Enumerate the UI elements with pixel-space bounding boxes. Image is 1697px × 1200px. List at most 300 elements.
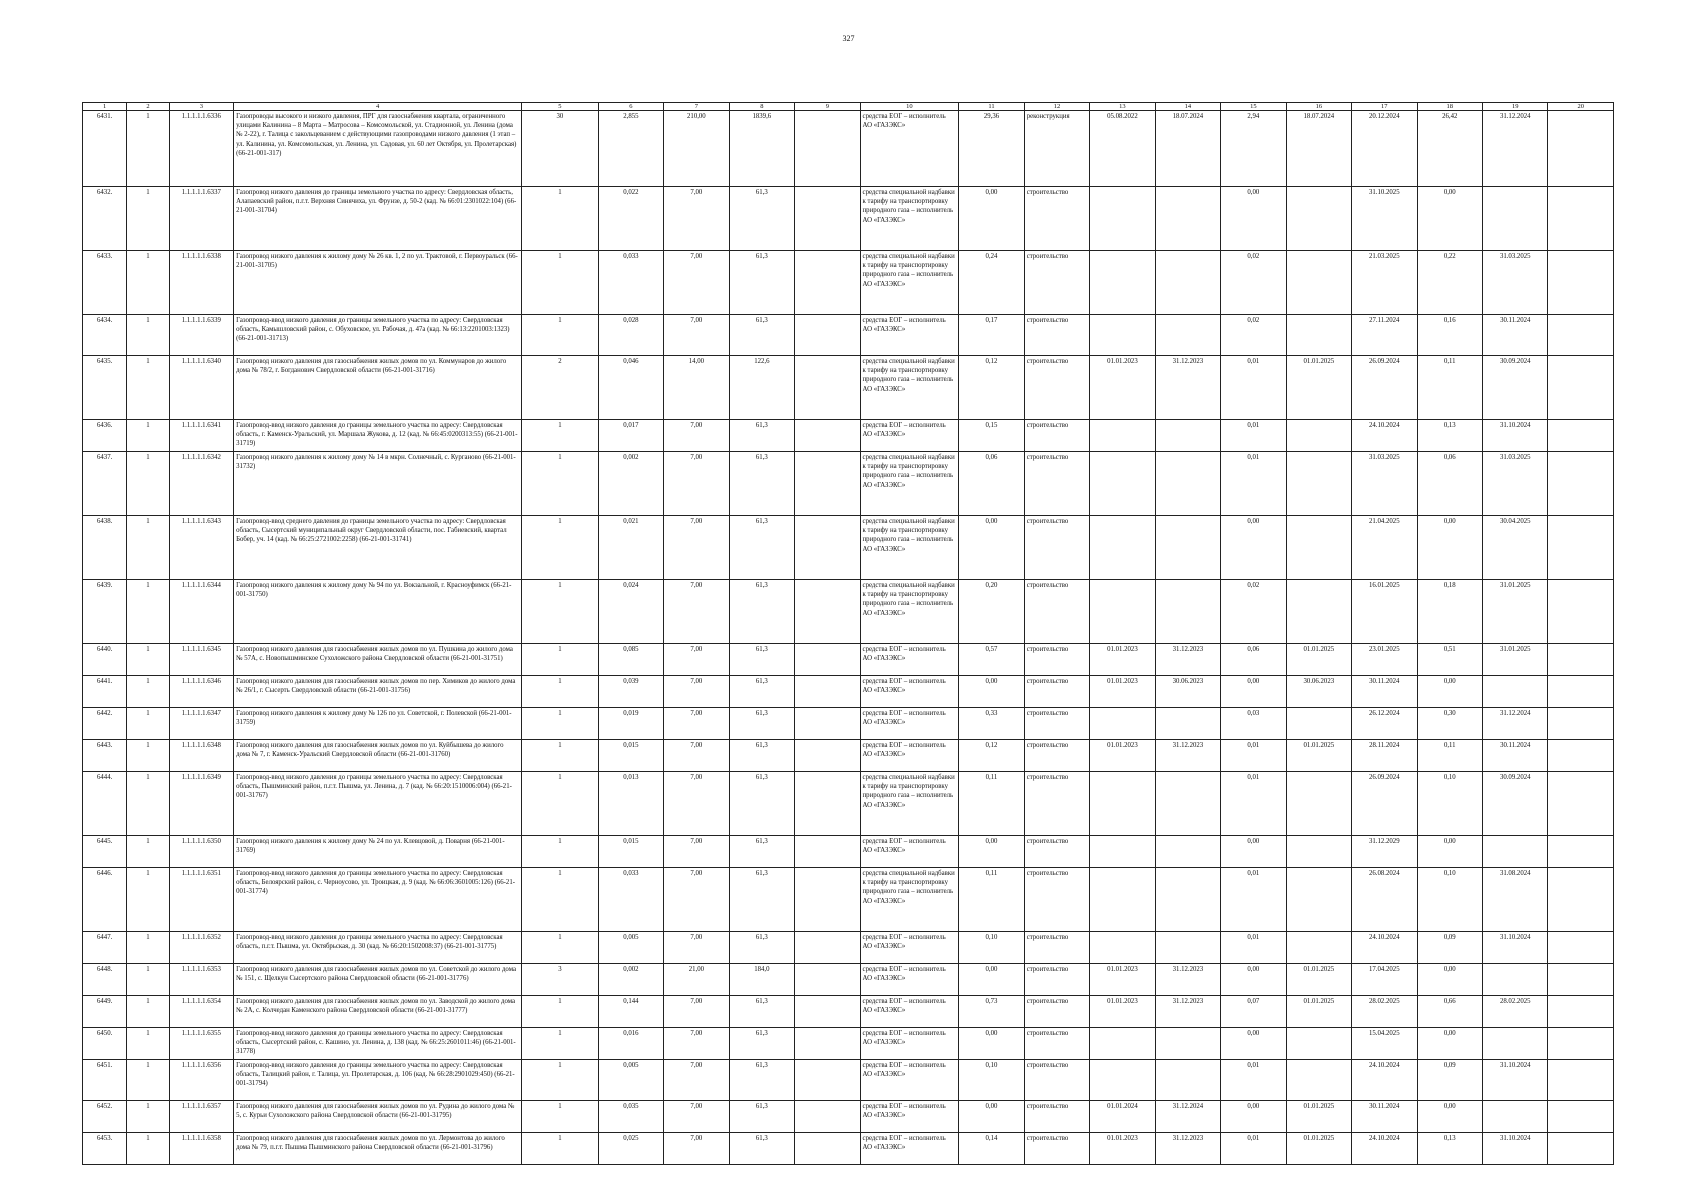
- project-name-cell: Газопровод низкого давления для газоснабжения жилых домов по ул. Лермонтова до жилого дома № 79, п.г.т. Пышма Пышминского района Свердловской области (66-21-001-31796): [234, 1133, 522, 1165]
- col-8-cell: 1839,6: [729, 111, 794, 187]
- project-name-cell: Газопровод низкого давления для газоснабжения жилых домов по ул. Советской до жилого дома № 151, с. Щелкун Сысертского района Свердловской области (66-21-001-31776): [234, 964, 522, 996]
- col-15-cell: 0,00: [1221, 676, 1286, 708]
- col-15-cell: 0,02: [1221, 580, 1286, 644]
- project-name-cell: Газопровод-ввод низкого давления до границы земельного участка по адресу: Свердловская область, Талицкий район, г. Талица, ул. Пролетарская, д. 106 (кад. № 66:28:2901029:450) (66-21-001-31794): [234, 1060, 522, 1101]
- col-16-cell: [1286, 516, 1351, 580]
- col-5-cell: 1: [522, 420, 599, 452]
- column-header-6: 6: [598, 103, 663, 111]
- col-15-cell: 0,02: [1221, 251, 1286, 315]
- col-8-cell: 61,3: [729, 932, 794, 964]
- row-number-cell: 6432.: [83, 187, 127, 251]
- column-header-5: 5: [522, 103, 599, 111]
- col-18-cell: 0,00: [1417, 676, 1482, 708]
- col-16-cell: [1286, 932, 1351, 964]
- col-5-cell: 1: [522, 516, 599, 580]
- col-15-cell: 0,01: [1221, 1133, 1286, 1165]
- col-14-cell: [1155, 932, 1220, 964]
- col-8-cell: 61,3: [729, 1101, 794, 1133]
- project-code-cell: 1.1.1.1.1.6336: [169, 111, 233, 187]
- col-17-cell: 20.12.2024: [1352, 111, 1417, 187]
- col-8-cell: 184,0: [729, 964, 794, 996]
- col-9-cell: [795, 452, 860, 516]
- col-9-cell: [795, 187, 860, 251]
- col-19-cell: [1483, 836, 1548, 868]
- col-19-cell: 31.03.2025: [1483, 452, 1548, 516]
- col-20-cell: [1548, 1101, 1614, 1133]
- project-name-cell: Газопровод низкого давления для газоснабжения жилых домов по ул. Заводской до жилого дома № 2А, с. Колчедан Каменского района Свердловской области (66-21-001-31777): [234, 996, 522, 1028]
- col-15-cell: 0,02: [1221, 315, 1286, 356]
- col-11-cell: 0,11: [959, 772, 1024, 836]
- col-8-cell: 61,3: [729, 1060, 794, 1101]
- column-header-19: 19: [1483, 103, 1548, 111]
- column-header-3: 3: [169, 103, 233, 111]
- column-header-12: 12: [1024, 103, 1089, 111]
- col-9-cell: [795, 708, 860, 740]
- col-18-cell: 0,00: [1417, 836, 1482, 868]
- work-type-cell: строительство: [1024, 187, 1089, 251]
- col-16-cell: 01.01.2025: [1286, 996, 1351, 1028]
- col-2-cell: 1: [127, 1101, 169, 1133]
- row-number-cell: 6450.: [83, 1028, 127, 1060]
- col-6-cell: 0,144: [598, 996, 663, 1028]
- col-11-cell: 0,10: [959, 1060, 1024, 1101]
- col-2-cell: 1: [127, 420, 169, 452]
- col-18-cell: 0,16: [1417, 315, 1482, 356]
- col-9-cell: [795, 868, 860, 932]
- row-number-cell: 6436.: [83, 420, 127, 452]
- col-11-cell: 0,12: [959, 740, 1024, 772]
- col-5-cell: 1: [522, 676, 599, 708]
- col-9-cell: [795, 251, 860, 315]
- work-type-cell: строительство: [1024, 964, 1089, 996]
- col-17-cell: 27.11.2024: [1352, 315, 1417, 356]
- col-18-cell: 26,42: [1417, 111, 1482, 187]
- col-6-cell: 0,035: [598, 1101, 663, 1133]
- project-code-cell: 1.1.1.1.1.6346: [169, 676, 233, 708]
- row-number-cell: 6437.: [83, 452, 127, 516]
- col-11-cell: 0,57: [959, 644, 1024, 676]
- col-9-cell: [795, 1133, 860, 1165]
- col-15-cell: 0,01: [1221, 740, 1286, 772]
- page-number: 327: [842, 34, 855, 43]
- table-row: [83, 1060, 1614, 1101]
- col-15-cell: 0,01: [1221, 1060, 1286, 1101]
- column-header-10: 10: [860, 103, 959, 111]
- col-16-cell: [1286, 836, 1351, 868]
- project-name-cell: Газопровод низкого давления для газоснабжения жилых домов по пер. Химиков до жилого дома № 26/1, г. Сысерть Свердловской области (66-21-001-31756): [234, 676, 522, 708]
- project-code-cell: 1.1.1.1.1.6345: [169, 644, 233, 676]
- project-name-cell: Газопровод-ввод низкого давления до границы земельного участка по адресу: Свердловская область, Камышловский район, с. Обуховское, ул. Рабочая, д. 47а (кад. № 66:13:2201003:1323) (66-21-001-31713): [234, 315, 522, 356]
- project-name-cell: Газопровод низкого давления для газоснабжения жилых домов по ул. Рудина до жилого дома № 5, с. Курьи Сухоложского района Свердловской области (66-21-001-31795): [234, 1101, 522, 1133]
- col-9-cell: [795, 836, 860, 868]
- col-16-cell: [1286, 708, 1351, 740]
- col-14-cell: [1155, 420, 1220, 452]
- col-8-cell: 61,3: [729, 644, 794, 676]
- col-13-cell: 01.01.2023: [1090, 1133, 1155, 1165]
- col-2-cell: 1: [127, 1028, 169, 1060]
- col-7-cell: 21,00: [664, 964, 729, 996]
- col-19-cell: 30.09.2024: [1483, 772, 1548, 836]
- row-number-cell: 6442.: [83, 708, 127, 740]
- col-7-cell: 7,00: [664, 996, 729, 1028]
- table-row: [83, 580, 1614, 644]
- funding-source-cell: средства ЕОГ – исполнитель АО «ГАЗЭКС»: [860, 111, 959, 187]
- col-8-cell: 61,3: [729, 772, 794, 836]
- col-14-cell: 31.12.2023: [1155, 964, 1220, 996]
- table-row: [83, 932, 1614, 964]
- table-row: [83, 644, 1614, 676]
- table-row: [83, 836, 1614, 868]
- project-code-cell: 1.1.1.1.1.6351: [169, 868, 233, 932]
- col-14-cell: [1155, 580, 1220, 644]
- col-18-cell: 0,00: [1417, 1028, 1482, 1060]
- funding-source-cell: средства специальной надбавки к тарифу на транспортировку природного газа – исполнитель АО «ГАЗЭКС»: [860, 516, 959, 580]
- col-17-cell: 24.10.2024: [1352, 932, 1417, 964]
- col-5-cell: 1: [522, 251, 599, 315]
- row-number-cell: 6448.: [83, 964, 127, 996]
- col-5-cell: 1: [522, 1133, 599, 1165]
- project-code-cell: 1.1.1.1.1.6340: [169, 356, 233, 420]
- col-14-cell: 30.06.2023: [1155, 676, 1220, 708]
- column-header-4: 4: [234, 103, 522, 111]
- col-8-cell: 122,6: [729, 356, 794, 420]
- col-20-cell: [1548, 932, 1614, 964]
- col-6-cell: 0,028: [598, 315, 663, 356]
- funding-source-cell: средства ЕОГ – исполнитель АО «ГАЗЭКС»: [860, 1133, 959, 1165]
- col-13-cell: 01.01.2023: [1090, 996, 1155, 1028]
- col-11-cell: 0,33: [959, 708, 1024, 740]
- table-body: [83, 111, 1614, 1165]
- col-5-cell: 30: [522, 111, 599, 187]
- col-14-cell: [1155, 251, 1220, 315]
- col-19-cell: [1483, 187, 1548, 251]
- col-16-cell: [1286, 187, 1351, 251]
- col-5-cell: 1: [522, 315, 599, 356]
- col-5-cell: 1: [522, 644, 599, 676]
- table-row: [83, 868, 1614, 932]
- col-16-cell: 01.01.2025: [1286, 356, 1351, 420]
- col-2-cell: 1: [127, 708, 169, 740]
- col-9-cell: [795, 996, 860, 1028]
- col-2-cell: 1: [127, 740, 169, 772]
- project-name-cell: Газопровод низкого давления для газоснабжения жилых домов по ул. Пушкина до жилого дома № 57А, с. Новопышминское Сухоложского района Свердловской области (66-21-001-31751): [234, 644, 522, 676]
- funding-source-cell: средства ЕОГ – исполнитель АО «ГАЗЭКС»: [860, 740, 959, 772]
- work-type-cell: строительство: [1024, 996, 1089, 1028]
- col-11-cell: 0,20: [959, 580, 1024, 644]
- col-8-cell: 61,3: [729, 516, 794, 580]
- table-row: [83, 187, 1614, 251]
- funding-source-cell: средства ЕОГ – исполнитель АО «ГАЗЭКС»: [860, 420, 959, 452]
- col-6-cell: 0,019: [598, 708, 663, 740]
- col-11-cell: 0,00: [959, 1028, 1024, 1060]
- col-11-cell: 0,06: [959, 452, 1024, 516]
- project-name-cell: Газопровод-ввод низкого давления до границы земельного участка по адресу: Свердловская область, г. Каменск-Уральский, ул. Маршала Жукова, д. 12 (кад. № 66:45:0200313:55) (66-21-001-31719): [234, 420, 522, 452]
- funding-source-cell: средства специальной надбавки к тарифу на транспортировку природного газа – исполнитель АО «ГАЗЭКС»: [860, 356, 959, 420]
- table-row: [83, 251, 1614, 315]
- row-number-cell: 6446.: [83, 868, 127, 932]
- col-16-cell: [1286, 772, 1351, 836]
- col-20-cell: [1548, 1028, 1614, 1060]
- col-20-cell: [1548, 420, 1614, 452]
- project-name-cell: Газопровод низкого давления до границы земельного участка по адресу: Свердловская область, Алапаевский район, п.г.т. Верхняя Синячиха, ул. Фрунзе, д. 50-2 (кад. № 66:01:2301022:104) (66-21-001-31704): [234, 187, 522, 251]
- col-7-cell: 7,00: [664, 580, 729, 644]
- col-20-cell: [1548, 580, 1614, 644]
- work-type-cell: строительство: [1024, 772, 1089, 836]
- col-8-cell: 61,3: [729, 708, 794, 740]
- table-row: [83, 516, 1614, 580]
- row-number-cell: 6443.: [83, 740, 127, 772]
- col-7-cell: 7,00: [664, 1133, 729, 1165]
- col-2-cell: 1: [127, 251, 169, 315]
- col-17-cell: 26.09.2024: [1352, 356, 1417, 420]
- col-14-cell: [1155, 516, 1220, 580]
- col-17-cell: 24.10.2024: [1352, 420, 1417, 452]
- col-15-cell: 0,00: [1221, 964, 1286, 996]
- col-20-cell: [1548, 251, 1614, 315]
- col-18-cell: 0,00: [1417, 1101, 1482, 1133]
- project-code-cell: 1.1.1.1.1.6339: [169, 315, 233, 356]
- col-11-cell: 29,36: [959, 111, 1024, 187]
- col-9-cell: [795, 676, 860, 708]
- col-19-cell: 31.12.2024: [1483, 708, 1548, 740]
- project-code-cell: 1.1.1.1.1.6342: [169, 452, 233, 516]
- col-16-cell: 01.01.2025: [1286, 740, 1351, 772]
- table-row: [83, 996, 1614, 1028]
- col-17-cell: 17.04.2025: [1352, 964, 1417, 996]
- work-type-cell: строительство: [1024, 452, 1089, 516]
- col-13-cell: [1090, 772, 1155, 836]
- col-13-cell: [1090, 1060, 1155, 1101]
- col-16-cell: 18.07.2024: [1286, 111, 1351, 187]
- col-18-cell: 0,11: [1417, 740, 1482, 772]
- row-number-cell: 6438.: [83, 516, 127, 580]
- col-20-cell: [1548, 1060, 1614, 1101]
- row-number-cell: 6440.: [83, 644, 127, 676]
- col-6-cell: 0,013: [598, 772, 663, 836]
- col-13-cell: [1090, 452, 1155, 516]
- project-name-cell: Газопровод-ввод среднего давления до границы земельного участка по адресу: Свердловская область, Сысертский муниципальный округ Свердловской области, пос. Габиевский, квартал Бобер, уч. 14 (кад. № 66:25:2721002:2258) (66-21-001-31741): [234, 516, 522, 580]
- col-16-cell: 30.06.2023: [1286, 676, 1351, 708]
- table-row: [83, 315, 1614, 356]
- col-15-cell: 0,01: [1221, 356, 1286, 420]
- row-number-cell: 6445.: [83, 836, 127, 868]
- col-17-cell: 28.02.2025: [1352, 996, 1417, 1028]
- col-19-cell: 31.03.2025: [1483, 251, 1548, 315]
- col-19-cell: 31.10.2024: [1483, 1133, 1548, 1165]
- col-5-cell: 1: [522, 1060, 599, 1101]
- col-16-cell: 01.01.2025: [1286, 964, 1351, 996]
- col-11-cell: 0,24: [959, 251, 1024, 315]
- col-7-cell: 7,00: [664, 772, 729, 836]
- col-18-cell: 0,10: [1417, 868, 1482, 932]
- col-15-cell: 0,01: [1221, 420, 1286, 452]
- col-20-cell: [1548, 708, 1614, 740]
- col-19-cell: [1483, 1028, 1548, 1060]
- project-name-cell: Газопровод-ввод низкого давления до границы земельного участка по адресу: Свердловская область, Пышминский район, п.г.т. Пышма, ул. Ленина, д. 7 (кад. № 66:20:1510006:004) (66-21-001-31767): [234, 772, 522, 836]
- col-13-cell: [1090, 708, 1155, 740]
- col-8-cell: 61,3: [729, 1133, 794, 1165]
- table-row: [83, 111, 1614, 187]
- project-code-cell: 1.1.1.1.1.6348: [169, 740, 233, 772]
- col-15-cell: 0,01: [1221, 452, 1286, 516]
- col-7-cell: 7,00: [664, 708, 729, 740]
- funding-source-cell: средства ЕОГ – исполнитель АО «ГАЗЭКС»: [860, 1028, 959, 1060]
- col-7-cell: 7,00: [664, 676, 729, 708]
- col-13-cell: 05.08.2022: [1090, 111, 1155, 187]
- col-18-cell: 0,09: [1417, 1060, 1482, 1101]
- col-14-cell: 31.12.2023: [1155, 1133, 1220, 1165]
- col-14-cell: 31.12.2023: [1155, 644, 1220, 676]
- work-type-cell: строительство: [1024, 932, 1089, 964]
- col-19-cell: 30.11.2024: [1483, 740, 1548, 772]
- col-15-cell: 0,00: [1221, 187, 1286, 251]
- col-19-cell: 31.01.2025: [1483, 644, 1548, 676]
- project-name-cell: Газопровод-ввод низкого давления до границы земельного участка по адресу: Свердловская область, п.г.т. Пышма, ул. Октябрьская, д. 30 (кад. № 66:20:1502008:37) (66-21-001-31775): [234, 932, 522, 964]
- col-20-cell: [1548, 676, 1614, 708]
- col-6-cell: 0,024: [598, 580, 663, 644]
- col-8-cell: 61,3: [729, 740, 794, 772]
- col-18-cell: 0,09: [1417, 932, 1482, 964]
- col-18-cell: 0,18: [1417, 580, 1482, 644]
- table-row: [83, 1133, 1614, 1165]
- col-17-cell: 16.01.2025: [1352, 580, 1417, 644]
- col-6-cell: 0,033: [598, 251, 663, 315]
- column-header-11: 11: [959, 103, 1024, 111]
- column-header-20: 20: [1548, 103, 1614, 111]
- col-9-cell: [795, 315, 860, 356]
- work-type-cell: строительство: [1024, 1133, 1089, 1165]
- column-number-row: [83, 103, 1614, 111]
- col-5-cell: 1: [522, 1028, 599, 1060]
- project-code-cell: 1.1.1.1.1.6356: [169, 1060, 233, 1101]
- col-5-cell: 1: [522, 772, 599, 836]
- project-name-cell: Газопровод низкого давления к жилому дому № 26 кв. 1, 2 по ул. Трактовой, г. Первоуральск (66-21-001-31705): [234, 251, 522, 315]
- col-19-cell: 30.04.2025: [1483, 516, 1548, 580]
- row-number-cell: 6451.: [83, 1060, 127, 1101]
- col-17-cell: 31.03.2025: [1352, 452, 1417, 516]
- funding-source-cell: средства ЕОГ – исполнитель АО «ГАЗЭКС»: [860, 964, 959, 996]
- funding-source-cell: средства ЕОГ – исполнитель АО «ГАЗЭКС»: [860, 996, 959, 1028]
- col-6-cell: 0,017: [598, 420, 663, 452]
- column-header-18: 18: [1417, 103, 1482, 111]
- column-header-8: 8: [729, 103, 794, 111]
- funding-source-cell: средства ЕОГ – исполнитель АО «ГАЗЭКС»: [860, 315, 959, 356]
- project-code-cell: 1.1.1.1.1.6355: [169, 1028, 233, 1060]
- col-7-cell: 7,00: [664, 1101, 729, 1133]
- col-20-cell: [1548, 356, 1614, 420]
- col-7-cell: 210,00: [664, 111, 729, 187]
- col-18-cell: 0,13: [1417, 420, 1482, 452]
- col-9-cell: [795, 420, 860, 452]
- funding-source-cell: средства ЕОГ – исполнитель АО «ГАЗЭКС»: [860, 836, 959, 868]
- col-9-cell: [795, 580, 860, 644]
- col-7-cell: 7,00: [664, 452, 729, 516]
- project-name-cell: Газопровод низкого давления к жилому дому № 94 по ул. Вокзальной, г. Красноуфимск (66-21-001-31750): [234, 580, 522, 644]
- col-20-cell: [1548, 1133, 1614, 1165]
- work-type-cell: строительство: [1024, 676, 1089, 708]
- col-7-cell: 14,00: [664, 356, 729, 420]
- work-type-cell: строительство: [1024, 836, 1089, 868]
- col-16-cell: 01.01.2025: [1286, 1101, 1351, 1133]
- col-19-cell: [1483, 1101, 1548, 1133]
- project-code-cell: 1.1.1.1.1.6352: [169, 932, 233, 964]
- col-2-cell: 1: [127, 315, 169, 356]
- col-9-cell: [795, 772, 860, 836]
- funding-source-cell: средства специальной надбавки к тарифу на транспортировку природного газа – исполнитель АО «ГАЗЭКС»: [860, 580, 959, 644]
- col-13-cell: [1090, 315, 1155, 356]
- col-13-cell: [1090, 516, 1155, 580]
- col-11-cell: 0,00: [959, 516, 1024, 580]
- col-11-cell: 0,15: [959, 420, 1024, 452]
- col-18-cell: 0,10: [1417, 772, 1482, 836]
- col-19-cell: 31.01.2025: [1483, 580, 1548, 644]
- col-6-cell: 0,015: [598, 836, 663, 868]
- project-code-cell: 1.1.1.1.1.6358: [169, 1133, 233, 1165]
- col-5-cell: 2: [522, 356, 599, 420]
- col-11-cell: 0,00: [959, 1101, 1024, 1133]
- col-14-cell: 18.07.2024: [1155, 111, 1220, 187]
- project-code-cell: 1.1.1.1.1.6354: [169, 996, 233, 1028]
- col-2-cell: 1: [127, 996, 169, 1028]
- col-2-cell: 1: [127, 111, 169, 187]
- col-17-cell: 28.11.2024: [1352, 740, 1417, 772]
- col-5-cell: 1: [522, 1101, 599, 1133]
- col-14-cell: 31.12.2023: [1155, 740, 1220, 772]
- col-13-cell: 01.01.2023: [1090, 740, 1155, 772]
- col-19-cell: 30.09.2024: [1483, 356, 1548, 420]
- col-13-cell: 01.01.2024: [1090, 1101, 1155, 1133]
- col-6-cell: 2,855: [598, 111, 663, 187]
- col-11-cell: 0,00: [959, 676, 1024, 708]
- col-2-cell: 1: [127, 932, 169, 964]
- col-17-cell: 31.12.2029: [1352, 836, 1417, 868]
- table-row: [83, 964, 1614, 996]
- column-header-2: 2: [127, 103, 169, 111]
- col-16-cell: [1286, 251, 1351, 315]
- col-17-cell: 15.04.2025: [1352, 1028, 1417, 1060]
- col-19-cell: 31.10.2024: [1483, 420, 1548, 452]
- col-15-cell: 2,94: [1221, 111, 1286, 187]
- col-6-cell: 0,002: [598, 964, 663, 996]
- col-17-cell: 26.09.2024: [1352, 772, 1417, 836]
- project-name-cell: Газопроводы высокого и низкого давления, ПРГ для газоснабжения квартала, ограниченного улицами Калинина – 8 Марта – Матросова – Комсомольской, ул. Стадионной, ул. Ленина (дома № 2-22), г. Талица с закольцеванием с действующими газопроводами низкого давления (1 этап – ул. Калинина, ул. Комсомольская, ул. Ленина, ул. Садовая, ул. 60 лет Октября, ул. Пролетарская) (66-21-001-317): [234, 111, 522, 187]
- col-20-cell: [1548, 996, 1614, 1028]
- col-18-cell: 0,13: [1417, 1133, 1482, 1165]
- col-9-cell: [795, 1060, 860, 1101]
- project-code-cell: 1.1.1.1.1.6357: [169, 1101, 233, 1133]
- col-16-cell: [1286, 868, 1351, 932]
- col-2-cell: 1: [127, 836, 169, 868]
- col-8-cell: 61,3: [729, 996, 794, 1028]
- col-2-cell: 1: [127, 644, 169, 676]
- work-type-cell: строительство: [1024, 868, 1089, 932]
- col-17-cell: 31.10.2025: [1352, 187, 1417, 251]
- col-14-cell: [1155, 868, 1220, 932]
- table-row: [83, 1028, 1614, 1060]
- col-18-cell: 0,00: [1417, 187, 1482, 251]
- column-header-17: 17: [1352, 103, 1417, 111]
- project-name-cell: Газопровод низкого давления для газоснабжения жилых домов по ул. Куйбышева до жилого дома № 7, г. Каменск-Уральский Свердловской области (66-21-001-31760): [234, 740, 522, 772]
- row-number-cell: 6439.: [83, 580, 127, 644]
- col-18-cell: 0,00: [1417, 516, 1482, 580]
- project-name-cell: Газопровод-ввод низкого давления до границы земельного участка по адресу: Свердловская область, Белоярский район, с. Черноусово, ул. Троицкая, д. 9 (кад. № 66:06:3601005:126) (66-21-001-31774): [234, 868, 522, 932]
- project-code-cell: 1.1.1.1.1.6341: [169, 420, 233, 452]
- col-20-cell: [1548, 868, 1614, 932]
- col-6-cell: 0,033: [598, 868, 663, 932]
- col-20-cell: [1548, 772, 1614, 836]
- col-9-cell: [795, 356, 860, 420]
- row-number-cell: 6449.: [83, 996, 127, 1028]
